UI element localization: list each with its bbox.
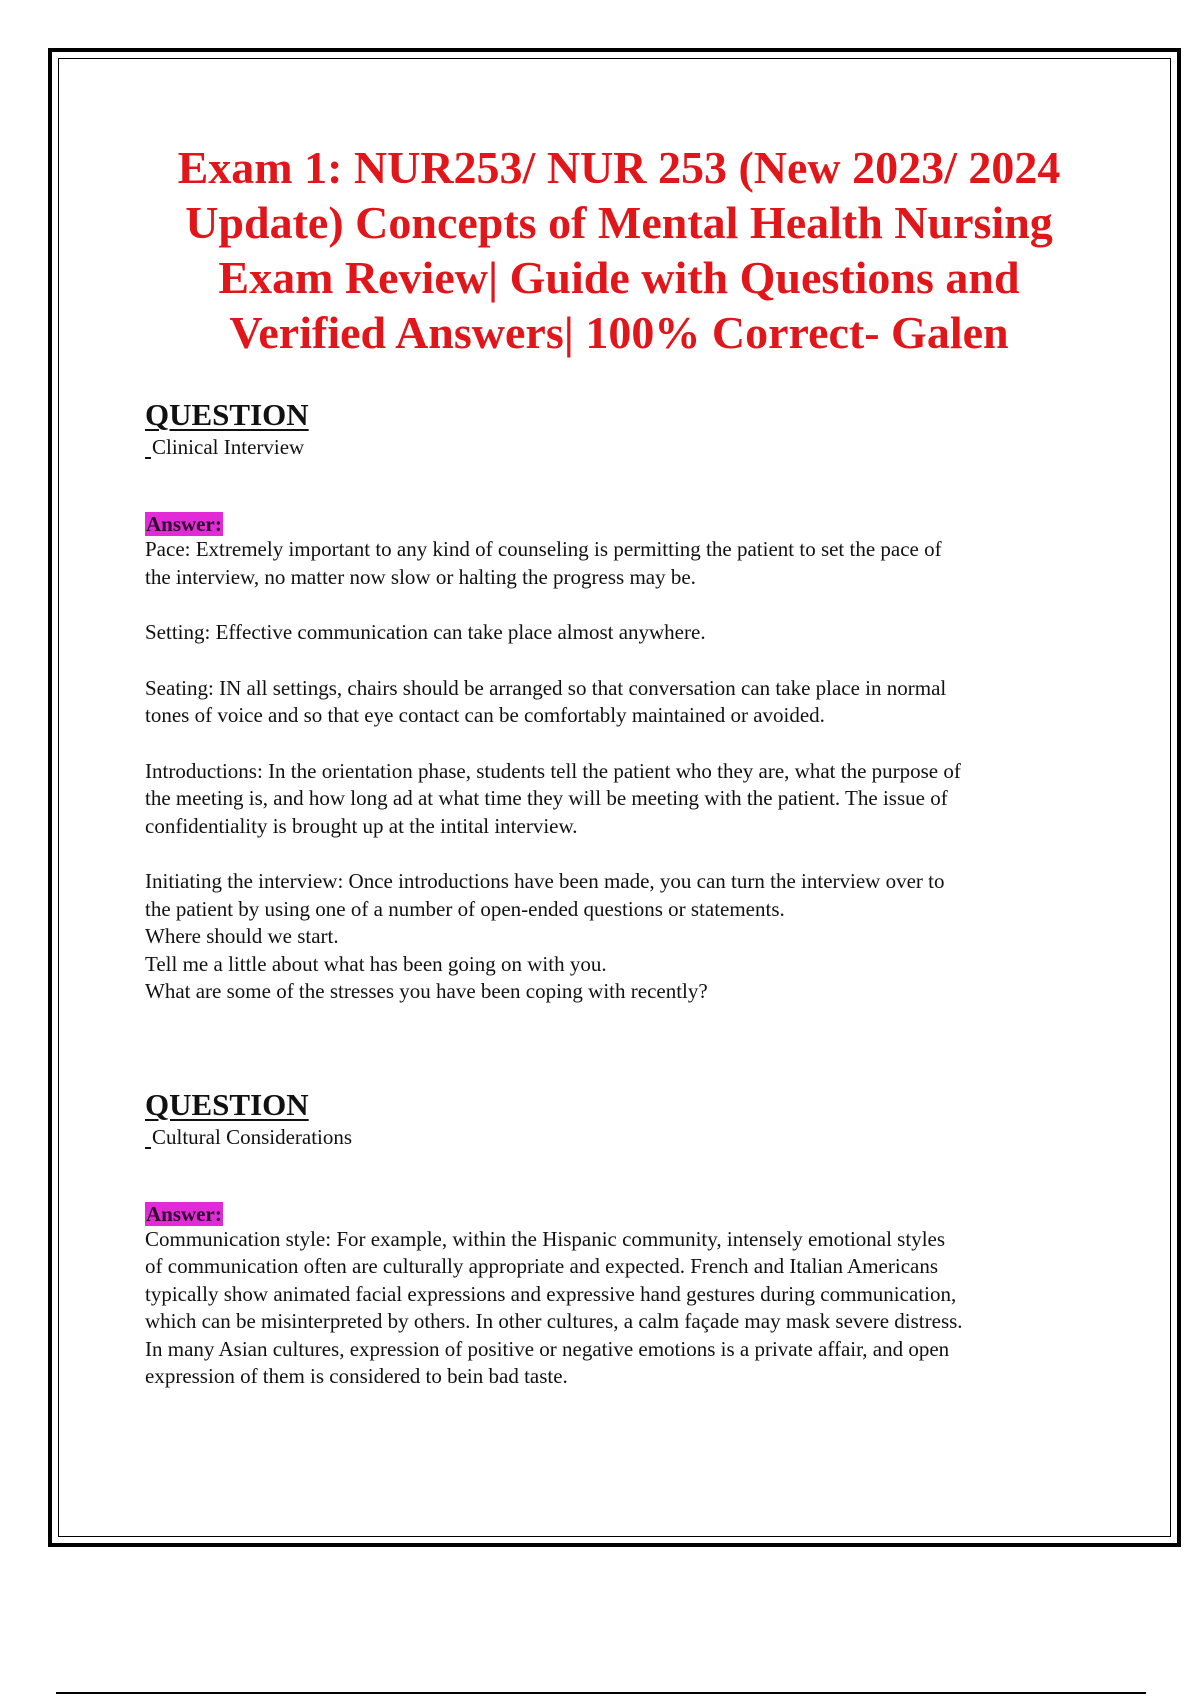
- answer-paragraph: [145, 1226, 1085, 1391]
- answer-line: In many Asian cultures, expression of positive or negative emotions is a private affair, and open: [145, 1336, 950, 1361]
- answer-line: tones of voice and so that eye contact can be comfortably maintained or avoided.: [145, 703, 825, 727]
- answer-line: Communication style: For example, within the Hispanic community, intensely emotional styles: [145, 1226, 946, 1251]
- answer-paragraph: [145, 619, 1085, 647]
- answer-line: the patient by using one of a number of open-ended questions or statements.: [145, 896, 785, 921]
- answer-paragraph: [145, 675, 1085, 730]
- question-topic: Cultural Considerations: [145, 1124, 1085, 1150]
- answer-line: Seating: IN all settings, chairs should be arranged so that conversation can take place in normal: [145, 675, 947, 700]
- question-block-2: [145, 1088, 1085, 1391]
- answer-line: Setting: Effective communication can take place almost anywhere.: [145, 620, 706, 644]
- answer-line: of communication often are culturally appropriate and expected. French and Italian Americans: [145, 1254, 939, 1278]
- answer-line: the interview, no matter now slow or halting the progress may be.: [145, 564, 696, 589]
- answer-line: Initiating the interview: Once introductions have been made, you can turn the interview over to: [145, 869, 945, 893]
- document-title: Exam 1: NUR253/ NUR 253 (New 2023/ 2024 Update) Concepts of Mental Health Nursing Exam Review| Guide with Questions and Verified Answers| 100% Correct- Galen: [177, 142, 1061, 358]
- answer-line: What are some of the stresses you have been coping with recently?: [145, 979, 708, 1003]
- question-heading: QUESTION: [145, 1086, 309, 1122]
- answer-line: which can be misinterpreted by others. In other cultures, a calm façade may mask severe distress.: [145, 1309, 963, 1333]
- answer-label: Answer:: [146, 512, 222, 536]
- question-heading: QUESTION: [145, 397, 309, 432]
- answer-label: Answer:: [146, 1201, 222, 1226]
- question-topic: Clinical Interview: [145, 434, 1085, 460]
- bottom-divider: [56, 1692, 1146, 1694]
- answer-line: Where should we start.: [145, 924, 339, 948]
- answer-line: confidentiality is brought up at the intital interview.: [145, 813, 578, 838]
- answer-line: the meeting is, and how long ad at what time they will be meeting with the patient. The issue of: [145, 786, 948, 810]
- answer-line: Pace: Extremely important to any kind of counseling is permitting the patient to set the pace of: [145, 537, 942, 561]
- answer-line: typically show animated facial expressions and expressive hand gestures during communication,: [145, 1281, 957, 1306]
- answer-paragraph: [145, 536, 1085, 591]
- document-content: [145, 140, 1085, 1391]
- answer-paragraph: [145, 758, 1085, 841]
- question-block-1: [145, 398, 1085, 1006]
- answer-line: Tell me a little about what has been going on with you.: [145, 951, 607, 976]
- answer-line: Introductions: In the orientation phase, students tell the patient who they are, what the purpose of: [145, 758, 961, 783]
- answer-paragraph: [145, 868, 1085, 1006]
- answer-line: expression of them is considered to bein bad taste.: [145, 1364, 568, 1388]
